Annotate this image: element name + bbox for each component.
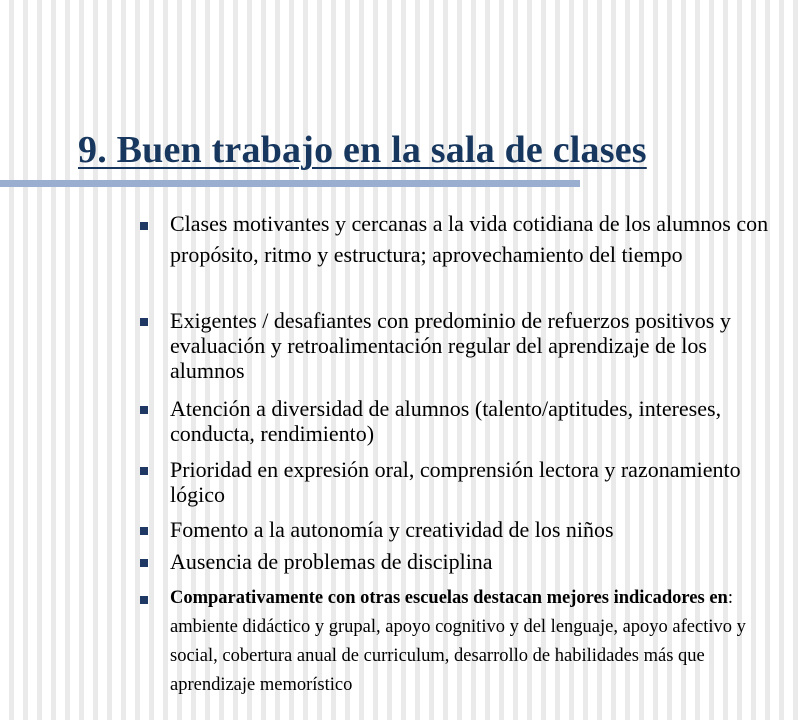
list-item-text: Fomento a la autonomía y creatividad de los niños [170,517,614,542]
square-bullet-icon [140,527,148,535]
square-bullet-icon [140,318,148,326]
slide-title: 9. Buen trabajo en la sala de clases [78,129,647,171]
title-rule [0,180,580,187]
square-bullet-icon [140,222,148,230]
list-item-text: Ausencia de problemas de disciplina [170,549,493,574]
square-bullet-icon [140,596,148,604]
list-item-text [170,584,770,700]
square-bullet-icon [140,467,148,475]
square-bullet-icon [140,559,148,567]
list-item-lead: Comparativamente con otras escuelas destacan mejores indicadores en [170,588,728,608]
list-item-text: Exigentes / desafiantes con predominio de refuerzos positivos y evaluación y retroalimentación regular del aprendizaje de los alumnos [170,308,731,383]
list-item-text: Atención a diversidad de alumnos (talento/aptitudes, intereses, conducta, rendimiento) [170,396,722,446]
list-item-text: Prioridad en expresión oral, comprensión lectora y razonamiento lógico [170,457,741,507]
list-item-body: : ambiente didáctico y grupal, apoyo cognitivo y del lenguaje, apoyo afectivo y social, cobertura anual de curriculum, desarrollo de habilidades más que aprendizaje memorístico [170,588,746,695]
square-bullet-icon [140,406,148,414]
list-item-text: Clases motivantes y cercanas a la vida cotidiana de los alumnos con propósito, ritmo y estructura; aprovechamiento del tiempo [170,211,769,267]
